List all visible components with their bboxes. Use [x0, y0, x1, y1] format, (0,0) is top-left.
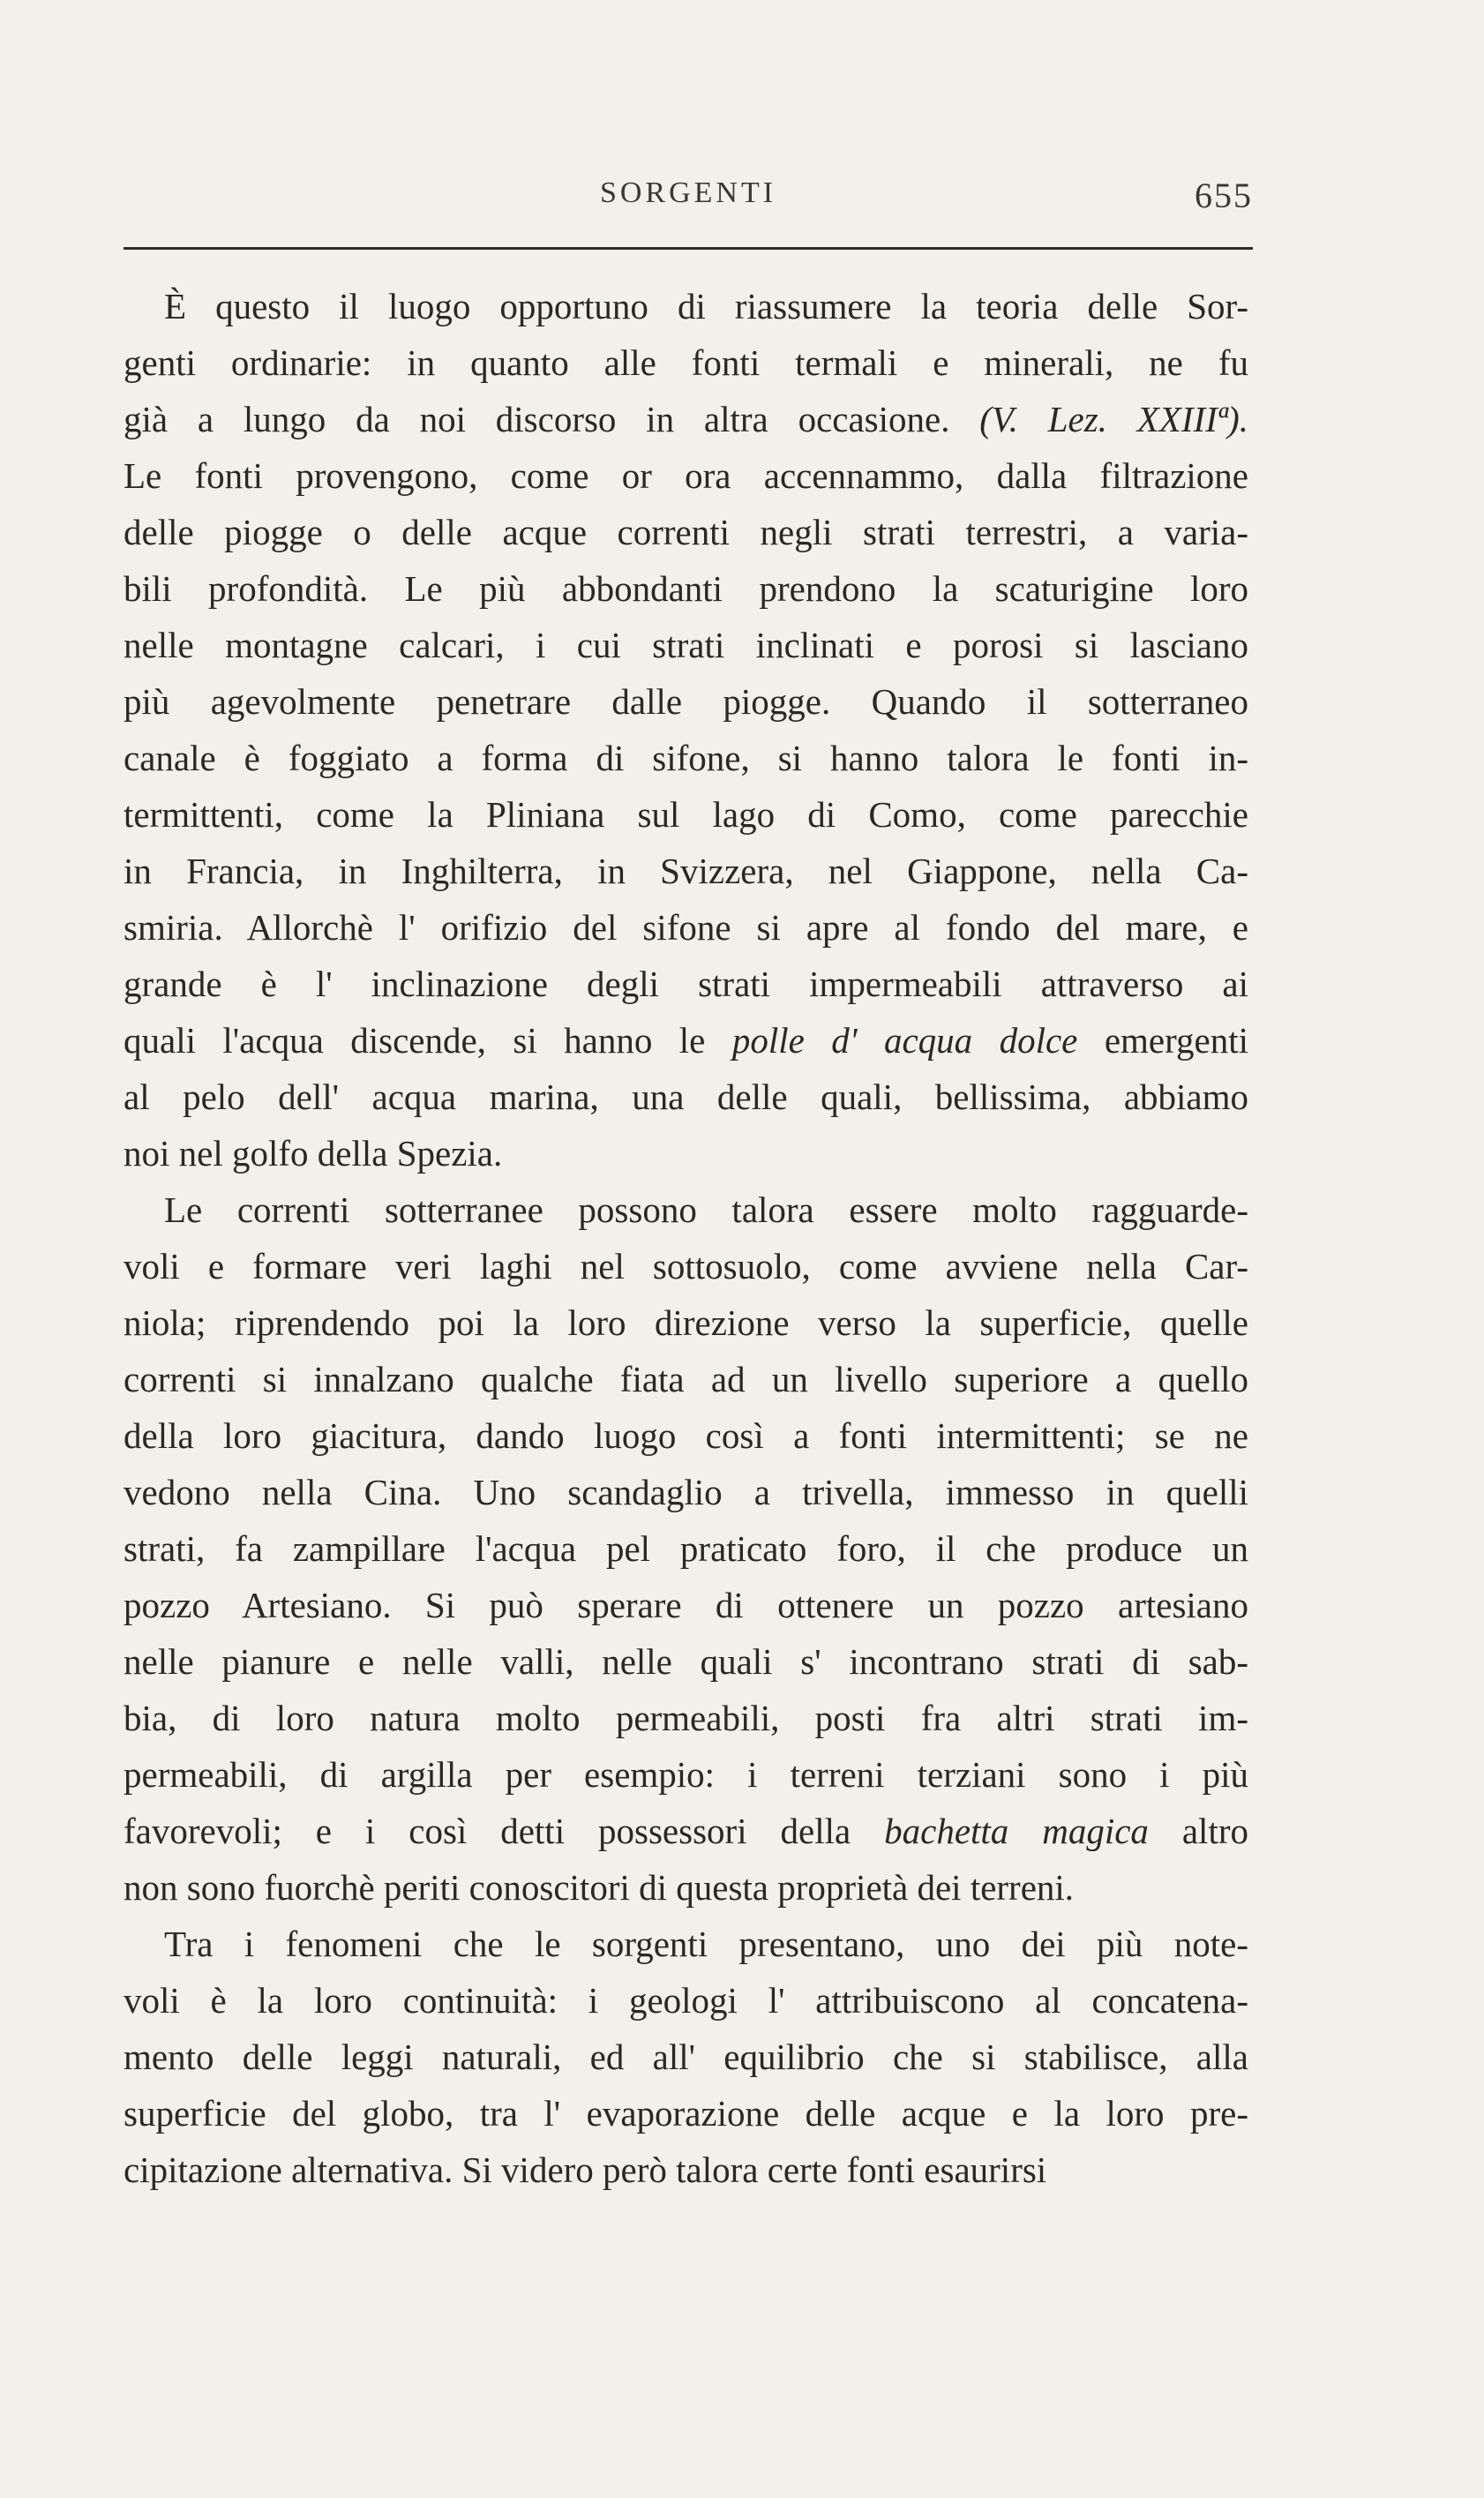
paragraph — [124, 1916, 1248, 2198]
text-line — [124, 1125, 1248, 1181]
text-segment: canale è foggiato a forma di sifone, si hanno talora le fonti in- — [124, 738, 1248, 778]
text-line — [124, 1859, 1248, 1916]
text-segment: bili profondità. Le più abbondanti prendono la scaturigine loro — [124, 568, 1248, 609]
text-line — [124, 786, 1248, 843]
text-line — [124, 1803, 1248, 1859]
text-segment: niola; riprendendo poi la loro direzione verso la superficie, quelle — [124, 1302, 1248, 1343]
italic-text: polle d' acqua dolce — [731, 1020, 1078, 1061]
text-segment: altro — [1148, 1811, 1248, 1851]
text-segment: non sono fuorchè periti conoscitori di questa proprietà dei terreni. — [124, 1867, 1075, 1908]
text-line — [124, 1520, 1248, 1577]
text-line — [124, 1972, 1248, 2029]
text-segment: grande è l' inclinazione degli strati impermeabili attraverso ai — [124, 964, 1248, 1004]
italic-text: (V. Lez. XXIIIª). — [979, 399, 1248, 439]
text-line — [124, 2142, 1248, 2198]
text-segment: È questo il luogo opportuno di riassumere la teoria delle Sor- — [164, 286, 1248, 326]
text-line — [124, 504, 1248, 560]
text-segment: superficie del globo, tra l' evaporazione delle acque e la loro pre- — [124, 2093, 1248, 2134]
text-segment: emergenti — [1077, 1020, 1248, 1061]
text-segment: bia, di loro natura molto permeabili, posti fra altri strati im- — [124, 1698, 1248, 1738]
text-segment: favorevoli; e i così detti possessori della — [124, 1811, 885, 1851]
text-line — [124, 560, 1248, 617]
text-segment: permeabili, di argilla per esempio: i terreni terziani sono i più — [124, 1754, 1248, 1795]
text-segment: voli e formare veri laghi nel sottosuolo, come avviene nella Car- — [124, 1246, 1248, 1287]
running-head — [124, 176, 1253, 229]
text-segment: vedono nella Cina. Uno scandaglio a trivella, immesso in quelli — [124, 1472, 1248, 1512]
text-segment: strati, fa zampillare l'acqua pel praticato foro, il che produce un — [124, 1528, 1248, 1569]
text-line — [124, 1464, 1248, 1520]
text-line — [124, 1690, 1248, 1746]
text-segment: mento delle leggi naturali, ed all' equilibrio che si stabilisce, alla — [124, 2037, 1248, 2077]
text-line — [124, 1916, 1248, 1972]
text-line — [124, 1012, 1248, 1069]
text-segment: pozzo Artesiano. Si può sperare di ottenere un pozzo artesiano — [124, 1585, 1248, 1625]
text-segment: smiria. Allorchè l' orifizio del sifone si apre al fondo del mare, e — [124, 907, 1248, 948]
header-rule — [124, 247, 1253, 250]
text-line — [124, 956, 1248, 1012]
text-segment: voli è la loro continuità: i geologi l' attribuiscono al concatena- — [124, 1980, 1248, 2021]
text-segment: genti ordinarie: in quanto alle fonti termali e minerali, ne fu — [124, 342, 1248, 383]
text-line — [124, 1577, 1248, 1633]
text-line — [124, 1746, 1248, 1803]
text-line — [124, 617, 1248, 673]
text-line — [124, 1407, 1248, 1464]
text-line — [124, 2085, 1248, 2142]
running-title: SORGENTI — [599, 176, 777, 209]
text-segment: correnti si innalzano qualche fiata ad un livello superiore a quello — [124, 1359, 1248, 1399]
text-line — [124, 1633, 1248, 1690]
text-line — [124, 899, 1248, 956]
text-line — [124, 334, 1248, 391]
text-segment: noi nel golfo della Spezia. — [124, 1133, 503, 1174]
text-segment: Tra i fenomeni che le sorgenti presentano, uno dei più note- — [164, 1924, 1248, 1964]
text-segment: nelle pianure e nelle valli, nelle quali s' incontrano strati di sab- — [124, 1641, 1248, 1682]
text-segment: al pelo dell' acqua marina, una delle quali, bellissima, abbiamo — [124, 1076, 1248, 1117]
text-line — [124, 1181, 1248, 1238]
text-line — [124, 730, 1248, 786]
text-line — [124, 1069, 1248, 1125]
text-segment: Le fonti provengono, come or ora accennammo, dalla filtrazione — [124, 455, 1248, 496]
text-segment: delle piogge o delle acque correnti negli strati terrestri, a varia- — [124, 512, 1248, 552]
text-line — [124, 447, 1248, 504]
text-segment: termittenti, come la Pliniana sul lago di Como, come parecchie — [124, 794, 1248, 835]
text-segment: della loro giacitura, dando luogo così a fonti intermittenti; se ne — [124, 1415, 1248, 1456]
body-text — [124, 278, 1248, 2198]
text-segment: nelle montagne calcari, i cui strati inclinati e porosi si lasciano — [124, 625, 1248, 665]
italic-text: bachetta magica — [884, 1811, 1149, 1851]
text-segment: Le correnti sotterranee possono talora essere molto ragguarde- — [164, 1189, 1248, 1230]
text-line — [124, 1351, 1248, 1407]
text-line — [124, 278, 1248, 334]
text-segment: quali l'acqua discende, si hanno le — [124, 1020, 732, 1061]
text-line — [124, 391, 1248, 447]
paragraph — [124, 1181, 1248, 1916]
text-line — [124, 1238, 1248, 1294]
text-line — [124, 1294, 1248, 1351]
page-number: 655 — [1195, 176, 1253, 215]
text-line — [124, 2029, 1248, 2085]
text-line — [124, 843, 1248, 899]
text-segment: già a lungo da noi discorso in altra occasione. — [124, 399, 980, 439]
text-segment: in Francia, in Inghilterra, in Svizzera, nel Giappone, nella Ca- — [124, 851, 1248, 891]
paragraph — [124, 278, 1248, 1181]
text-segment: cipitazione alternativa. Si videro però talora certe fonti esaurirsi — [124, 2149, 1047, 2190]
text-segment: più agevolmente penetrare dalle piogge. Quando il sotterraneo — [124, 681, 1248, 722]
text-line — [124, 673, 1248, 730]
